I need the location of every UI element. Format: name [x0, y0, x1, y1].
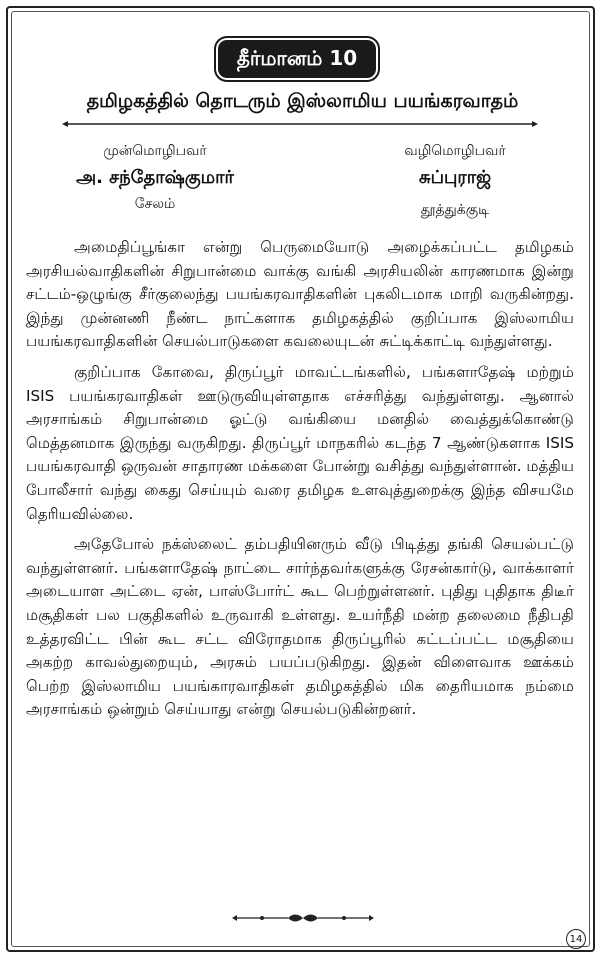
ornament-divider-icon — [232, 911, 374, 925]
page-number-label: 14 — [569, 933, 583, 945]
proposer-role: முன்மொழிபவர் — [103, 143, 207, 159]
page-title: தமிழகத்தில் தொடரும் இஸ்லாமிய பயங்கரவாதம் — [86, 90, 519, 112]
seconder-role: வழிமொழிபவர் — [404, 143, 506, 159]
page-number — [566, 929, 586, 949]
title-divider-rule — [62, 119, 538, 129]
seconder-place: தூத்துக்குடி — [420, 202, 490, 218]
proposer-place: சேலம் — [134, 196, 176, 212]
body-paragraph: அமைதிப்பூங்கா என்று பெருமையோடு அழைக்கப்பட்ட தமிழகம் அரசியல்வாதிகளின் சிறுபான்மை வாக்கு வங்கி அரசியலின் காரணமாக இன்று சட்டம்-ஒழுங்கு சீர்குலைந்து பயங்கரவாதிகளின் புகலிடமாக மாறி வருகின்றது. இந்து முன்னணி நீண்ட நாட்களாக தமிழகத்தில் குறிப்பாக இஸ்லாமிய பயங்கரவாதிகளின் செயல்பாடுகளை கவலையுடன் சுட்டிக்காட்டி வந்துள்ளது. — [26, 238, 574, 351]
body-paragraph: அதேபோல் நக்ஸ்லைட் தம்பதியினரும் வீடு பிடித்து தங்கி செயல்பட்டு வந்துள்ளனர். பங்களாதேஷ் நாட்டை சார்ந்தவர்களுக்கு ரேசன்கார்டு, வாக்காளர் அடையாள அட்டை ஏன், பாஸ்போர்ட் கூட பெற்றுள்ளனர். புதிது புதிதாக திடீர் மசூதிகள் பல பகுதிகளில் உருவாகி உள்ளது. உயர்நீதி மன்ற தலைமை நீதிபதி உத்தரவிட்ட பின் கூட சட்ட விரோதமாக திருப்பூரில் கட்டப்பட்ட மசூதியை அகற்ற காவல்துறையும், அரசும் பயப்படுகிறது. இதன் விளைவாக ஊக்கம் பெற்ற இஸ்லாமிய பயங்காரவாதிகள் தமிழகத்தில் மிக தைரியமாக நம்மை அரசாங்கம் ஒன்றும் செய்யாது என்று செயல்படுகின்றனர். — [26, 535, 574, 719]
resolution-body — [26, 236, 574, 729]
proposer-name: அ. சந்தோஷ்குமார் — [76, 167, 234, 188]
proposer-block — [70, 143, 240, 214]
resolution-badge-label: தீர்மானம் 10 — [236, 45, 358, 70]
seconder-name: சுப்புராஜ் — [418, 167, 492, 188]
body-paragraph: குறிப்பாக கோவை, திருப்பூர் மாவட்டங்களில், பங்களாதேஷ் மற்றும் ISIS பயங்கரவாதிகள் ஊடுருவியுள்ளதாக எச்சரித்து வந்துள்ளது. ஆனால் அரசாங்கம் சிறுபான்மை ஓட்டு வங்கியை மனதில் வைத்துக்கொண்டு மெத்தனமாக இருந்து வருகிறது. திருப்பூர் மாநகரில் கடந்த 7 ஆண்டுகளாக ISIS பயங்கரவாதி ஒருவன் சாதாரண மக்களை போன்று வசித்து வந்துள்ளான். மத்திய போலீசார் வந்து கைது செய்யும் வரை தமிழக உளவுத்துறைக்கு இந்த விசயமே தெரியவில்லை. — [26, 362, 574, 523]
seconder-block — [355, 143, 555, 220]
resolution-badge — [218, 40, 376, 78]
